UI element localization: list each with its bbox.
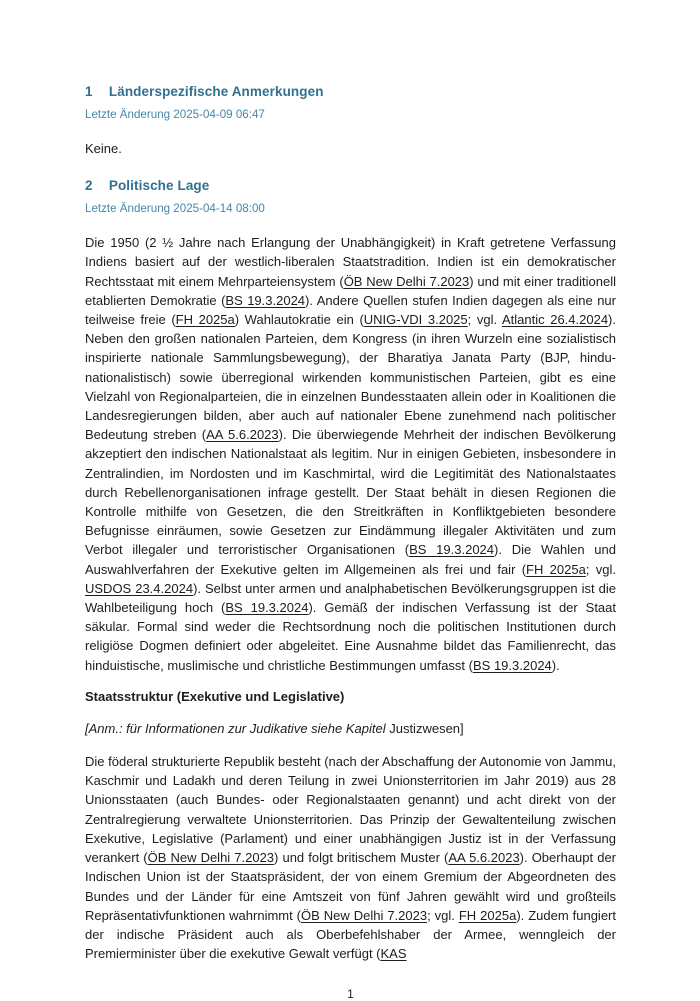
text-run: [Anm.: für Informationen zur Judikative siehe Kapitel (85, 720, 390, 736)
section-1-last-change: Letzte Änderung 2025-04-09 06:47 (85, 108, 265, 121)
citation-link[interactable]: AA 5.6.2023 (448, 850, 520, 866)
text-run: ). Andere Quellen stufen Indien dagegen als eine nur teilweise freie ( (85, 292, 616, 328)
text-run: ). Die überwiegende Mehrheit der indischen Bevölkerung akzeptiert den indischen Nationalstaat als legitim. Nur in einigen Gebieten, insbesondere in Zentralindien, im Nordosten und im Kaschmirtal, wird die Legitimität des Nationalstaates durch Rebellenorganisationen infrage gestellt. Der Staat behält in diesen Regionen die Kontrolle mithilfe von Gesetzen, die den Streitkräften in Konfliktgebieten besondere Befugnisse einräumen, sowie Gesetzen zur Eindämmung illegaler Aktivitäten und zum Verbot illegaler und terroristischer Organisationen ( (85, 427, 617, 558)
text-run: ). (551, 657, 560, 673)
citation-link[interactable]: ÖB New Delhi 7.2023 (301, 907, 428, 923)
citation-link[interactable]: BS 19.3.2024 (473, 657, 552, 673)
page-footer (85, 977, 616, 1001)
citation-link[interactable]: Atlantic 26.4.2024 (501, 312, 609, 328)
citation-link[interactable]: USDOS 23.4.2024 (85, 580, 194, 596)
citation-link[interactable]: KAS (380, 946, 407, 962)
text-run: ) und mit einer traditionell etablierten Demokratie ( (85, 273, 616, 308)
text-run: ). Selbst unter armen und analphabetischen Bevölkerungsgruppen ist die Wahlbeteiligung hoch ( (85, 580, 616, 616)
citation-link[interactable]: FH 2025a (175, 312, 235, 328)
citation-link[interactable]: FH 2025a (458, 907, 517, 923)
page-number: 1 (347, 987, 354, 1001)
text-run: ). Neben den großen nationalen Parteien, dem Kongress (in ihren Wurzeln eine sozialistisch inspirierte nationale Sammlungsbewegung), der Bharatiya Janata Party (BJP, hindu-nationalistisch) sowie überregional wirkenden kommunistischen Parteien, gibt es eine Vielzahl von Regionalparteien, die in einzelnen Bundesstaaten allein oder in Koalitionen die Landesregierungen bilden, aber auch auf nationaler Ebene zunehmend nach politischer Bedeutung streben ( (85, 312, 616, 443)
citation-link[interactable]: BS 19.3.2024 (409, 542, 495, 558)
text-run: ; vgl. (427, 907, 459, 923)
text-run: ) und folgt britischem Muster ( (274, 850, 449, 866)
section-1-body: Keine. (85, 141, 122, 156)
citation-link[interactable]: BS 19.3.2024 (225, 600, 309, 616)
text-run: ; vgl. (585, 561, 616, 577)
citation-link[interactable]: FH 2025a (526, 561, 586, 577)
text-run: ). Die Wahlen und Auswahlverfahren der Exekutive gelten im Allgemeinen als frei und fair ( (85, 542, 617, 577)
text-run: Justizwesen] (389, 720, 464, 736)
section-1-number: 1 (85, 84, 93, 99)
section-1-title: Länderspezifische Anmerkungen (108, 84, 324, 99)
text-run: ). Zudem fungiert der indische Präsident auch als Oberbefehlshaber der Armee, wenngleich der Premierminister über die exekutive Gewalt verfügt ( (85, 907, 616, 962)
subsection-heading-staatsstruktur: Staatsstruktur (Exekutive und Legislative) (85, 688, 345, 704)
note-judikative (85, 719, 616, 738)
citation-link[interactable]: AA 5.6.2023 (206, 427, 279, 443)
text-run: ) Wahlautokratie ein ( (234, 312, 364, 328)
citation-link[interactable]: ÖB New Delhi 7.2023 (147, 850, 275, 866)
text-run: Die föderal strukturierte Republik besteht (nach der Abschaffung der Autonomie von Jammu, Kaschmir und Ladakh und deren Teilung in zwei Unionsterritorien im Jahr 2019) aus 28 Unionsstaaten (auch Bundes- oder Regionalstaaten genannt) und acht direkt von der Zentralregierung verwaltete Unionsterritorien. Das Prinzip der Gewaltenteilung zwischen Exekutive, Legislative (Parlament) und einer unabhängigen Justiz ist in der Verfassung verankert ( (85, 754, 616, 866)
section-politische-lage (85, 178, 616, 977)
paragraph-political-situation (85, 233, 616, 675)
section-2-last-change: Letzte Änderung 2025-04-14 08:00 (85, 202, 265, 216)
section-2-title: Politische Lage (108, 178, 210, 194)
citation-link[interactable]: ÖB New Delhi 7.2023 (343, 273, 470, 289)
citation-link[interactable]: BS 19.3.2024 (225, 292, 306, 308)
text-run: ). Gemäß der indischen Verfassung ist der Staat säkular. Formal sind weder die Rechtsordnung noch die politischen Institutionen durch religiöse Dogmen definiert oder abgeleitet. Eine Ausnahme bildet das Familienrecht, das hinduistische, muslimische und christliche Bestimmungen umfasst ( (85, 600, 616, 673)
section-1-heading (85, 84, 616, 99)
citation-link[interactable]: UNIG-VDI 3.2025 (363, 312, 468, 328)
section-2-number: 2 (85, 178, 93, 194)
text-run: ). Oberhaupt der Indischen Union ist der Staatspräsident, der von einem Gremium der Abgeordneten des Bundes und der Länder für eine Amtszeit von fünf Jahren gewählt wird und großteils Repräsentativfunktionen wahrnimmt ( (85, 850, 617, 923)
text-run: ; vgl. (467, 312, 502, 328)
section-laenderspezifische-anmerkungen (85, 84, 616, 178)
section-2-heading (85, 178, 616, 193)
paragraph-state-structure (85, 752, 616, 963)
text-run: Die 1950 (2 ½ Jahre nach Erlangung der Unabhängigkeit) in Kraft getretene Verfassung Indiens basiert auf der westlich-liberalen Staatstradition. Indien ist ein demokratischer Rechtsstaat mit einem Mehrparteiensystem ( (85, 235, 616, 289)
